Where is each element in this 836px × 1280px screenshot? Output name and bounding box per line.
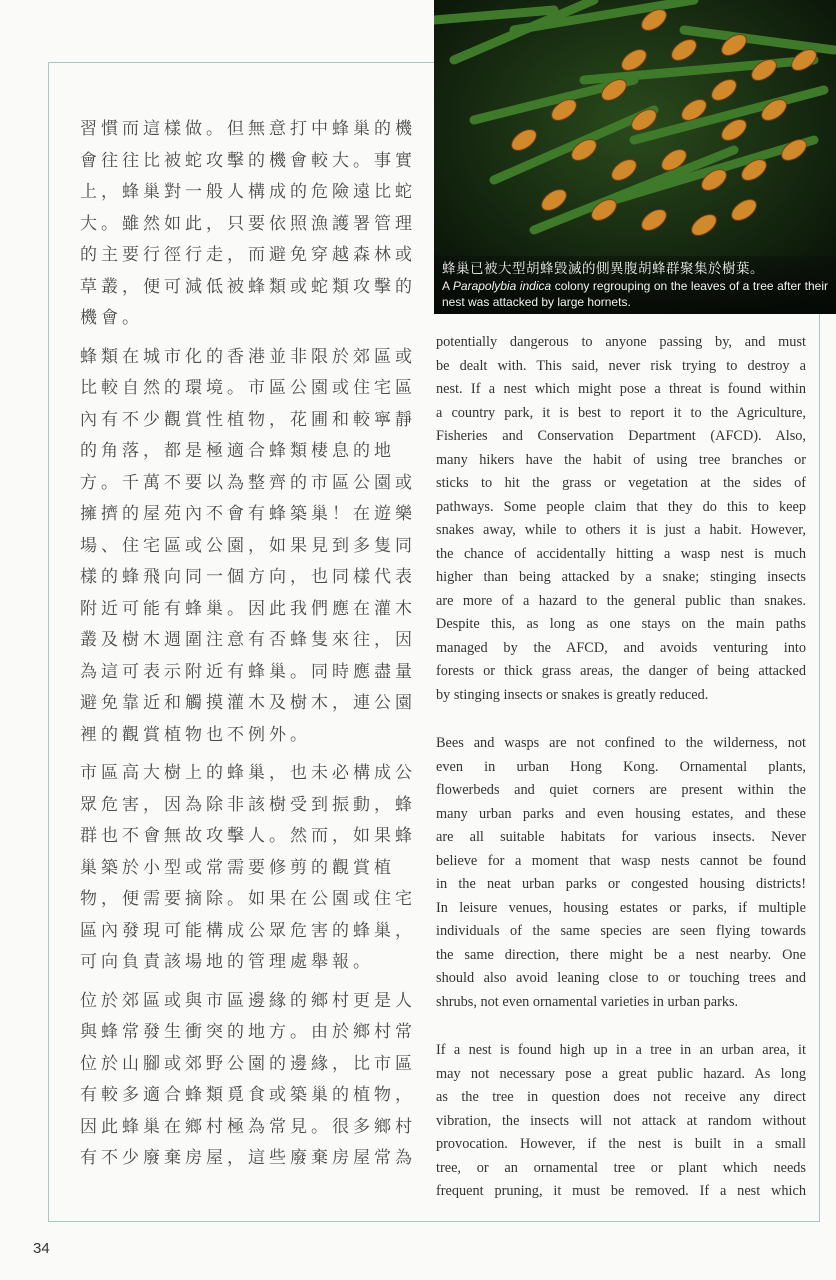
english-line: be dealt with. This said, never risk trying to destroy a: [436, 357, 806, 374]
chinese-line: 因此蜂巢在鄉村極為常見。很多鄉村: [80, 1116, 416, 1137]
chinese-line: 避免靠近和觸摸灌木及樹木，連公園: [80, 693, 416, 713]
chinese-paragraph: [80, 758, 416, 979]
english-line: are more of a hazard to the general public than snakes.: [436, 592, 806, 609]
english-line: Bees and wasps are not confined to the wilderness, not: [436, 735, 806, 751]
chinese-line: 為這可表示附近有蜂巢。同時應盡量: [80, 661, 416, 682]
chinese-line: 群也不會無故攻擊人。然而，如果蜂: [80, 826, 416, 846]
english-line: sticks to hit the grass or vegetation at the sides of: [436, 475, 806, 491]
caption-chinese: 蜂巢已被大型胡蜂毀滅的側異腹胡蜂群聚集於樹葉。: [442, 261, 764, 277]
chinese-line: 上，蜂巢對一般人構成的危險遠比蛇: [80, 182, 416, 202]
english-line: vibration, the insects will not attack at random without: [436, 1112, 806, 1129]
chinese-line: 方。千萬不要以為整齊的市區公園或: [80, 472, 416, 493]
chinese-paragraph: [80, 114, 416, 335]
english-line: forests or thick grass areas, the danger of being attacked: [436, 663, 806, 679]
chinese-line: 位於郊區或與市區邊緣的鄉村更是人: [80, 990, 416, 1011]
english-line: the same direction, there might be a nest nearby. One: [436, 946, 806, 963]
chinese-line: 習慣而這樣做。但無意打中蜂巢的機: [80, 119, 416, 139]
english-paragraph: [436, 331, 806, 707]
english-line: higher than being attacked by a snake; stinging insects: [436, 569, 806, 585]
english-paragraph: [436, 732, 806, 1014]
english-paragraph: [436, 1039, 806, 1204]
chinese-column: [80, 114, 416, 1182]
chinese-paragraph: [80, 342, 416, 752]
chinese-line: 蜂類在城市化的香港並非限於郊區或: [80, 346, 416, 367]
english-line: nest. If a nest which might pose a threat is found within: [436, 381, 806, 397]
english-line: shrubs, not even ornamental varieties in urban parks.: [436, 993, 739, 1010]
species-name: Parapolybia indica: [452, 279, 552, 293]
chinese-line: 草叢，便可減低被蜂類或蛇類攻擊的: [80, 276, 416, 297]
english-line: flowerbeds and quiet corners are present within the: [436, 782, 806, 798]
english-line: even in urban Hong Kong. Ornamental plants,: [436, 758, 806, 775]
english-line: as the tree in question does not receive any direct: [436, 1089, 806, 1105]
english-line: snakes away, while to others it is just a habit. However,: [436, 522, 806, 538]
chinese-line: 比較自然的環境。市區公園或住宅區: [80, 378, 416, 398]
chinese-line: 物，便需要摘除。如果在公園或住宅: [80, 889, 416, 909]
english-line: by stinging insects or snakes is greatly reduced.: [436, 686, 709, 703]
english-line: pathways. Some people claim that they do this to keep: [436, 498, 806, 515]
chinese-line: 與蜂常發生衝突的地方。由於鄉村常: [80, 1022, 416, 1042]
chinese-line: 內有不少觀賞性植物，花圃和較寧靜: [80, 409, 416, 430]
photo-caption: [434, 256, 836, 314]
english-line: believe for a moment that wasp nests cannot be found: [436, 852, 806, 869]
english-line: are all suitable habitats for various insects. Never: [436, 829, 806, 845]
chinese-line: 市區高大樹上的蜂巢，也未必構成公: [80, 763, 416, 783]
chinese-line: 會往往比被蛇攻擊的機會較大。事實: [80, 150, 416, 171]
chinese-paragraph: [80, 986, 416, 1175]
english-line: individuals of the same species are seen flying towards: [436, 923, 806, 939]
chinese-line: 大。雖然如此，只要依照漁護署管理: [80, 213, 416, 234]
page-number: 34: [33, 1240, 50, 1257]
chinese-line: 裡的觀賞植物也不例外。: [80, 724, 311, 745]
english-column: [436, 331, 806, 1229]
english-line: provocation. However, if the nest is built in a small: [436, 1136, 806, 1152]
chinese-line: 區內發現可能構成公眾危害的蜂巢，: [80, 920, 416, 941]
english-line: many urban parks and even housing estates, and these: [436, 805, 806, 822]
chinese-line: 眾危害，因為除非該樹受到振動，蜂: [80, 794, 416, 815]
chinese-line: 有較多適合蜂類覓食或築巢的植物，: [80, 1085, 416, 1105]
english-line: Despite this, as long as one stays on the main paths: [436, 616, 806, 632]
chinese-line: 位於山腳或郊野公園的邊緣，比市區: [80, 1053, 416, 1074]
english-line: in the neat urban parks or congested housing districts!: [436, 876, 806, 892]
chinese-line: 機會。: [80, 308, 143, 328]
english-line: Fisheries and Conservation Department (AFCD). Also,: [436, 428, 806, 444]
chinese-line: 可向負責該場地的管理處舉報。: [80, 952, 374, 972]
english-line: managed by the AFCD, and avoids venturing into: [436, 639, 806, 656]
english-line: If a nest is found high up in a tree in an urban area, it: [436, 1042, 806, 1058]
chinese-line: 場、住宅區或公園，如果見到多隻同: [80, 535, 416, 556]
chinese-line: 有不少廢棄房屋，這些廢棄房屋常為: [80, 1148, 416, 1168]
english-line: many hikers have the habit of using tree branches or: [436, 451, 806, 468]
chinese-line: 的角落，都是極適合蜂類棲息的地: [80, 441, 395, 461]
english-line: may not necessary pose a great public hazard. As long: [436, 1065, 806, 1082]
english-line: In leisure venues, housing estates or parks, if multiple: [436, 899, 806, 916]
english-line: frequent pruning, it must be removed. If a nest which: [436, 1183, 806, 1199]
english-line: the chance of accidentally hitting a wasp nest is much: [436, 545, 806, 562]
chinese-line: 叢及樹木週圍注意有否蜂隻來往，因: [80, 630, 416, 650]
english-line: should also avoid leaning close to or touching trees and: [436, 970, 806, 986]
chinese-line: 樣的蜂飛向同一個方向，也同樣代表: [80, 567, 416, 587]
wasp-colony-photo: [434, 0, 836, 314]
chinese-line: 巢築於小型或常需要修剪的觀賞植: [80, 857, 395, 878]
chinese-line: 的主要行徑行走，而避免穿越森林或: [80, 245, 416, 265]
chinese-line: 附近可能有蜂巢。因此我們應在灌木: [80, 598, 416, 619]
caption-english: A Parapolybia indica colony regrouping on the leaves of a tree after their nest was attacked by large hornets.: [442, 279, 828, 309]
english-line: potentially dangerous to anyone passing by, and must: [436, 334, 806, 350]
english-line: a country park, it is best to report it to the Agriculture,: [436, 404, 806, 421]
chinese-line: 擁擠的屋苑內不會有蜂築巢！在遊樂: [80, 504, 416, 524]
english-line: tree, or an ornamental tree or plant which needs: [436, 1159, 806, 1176]
